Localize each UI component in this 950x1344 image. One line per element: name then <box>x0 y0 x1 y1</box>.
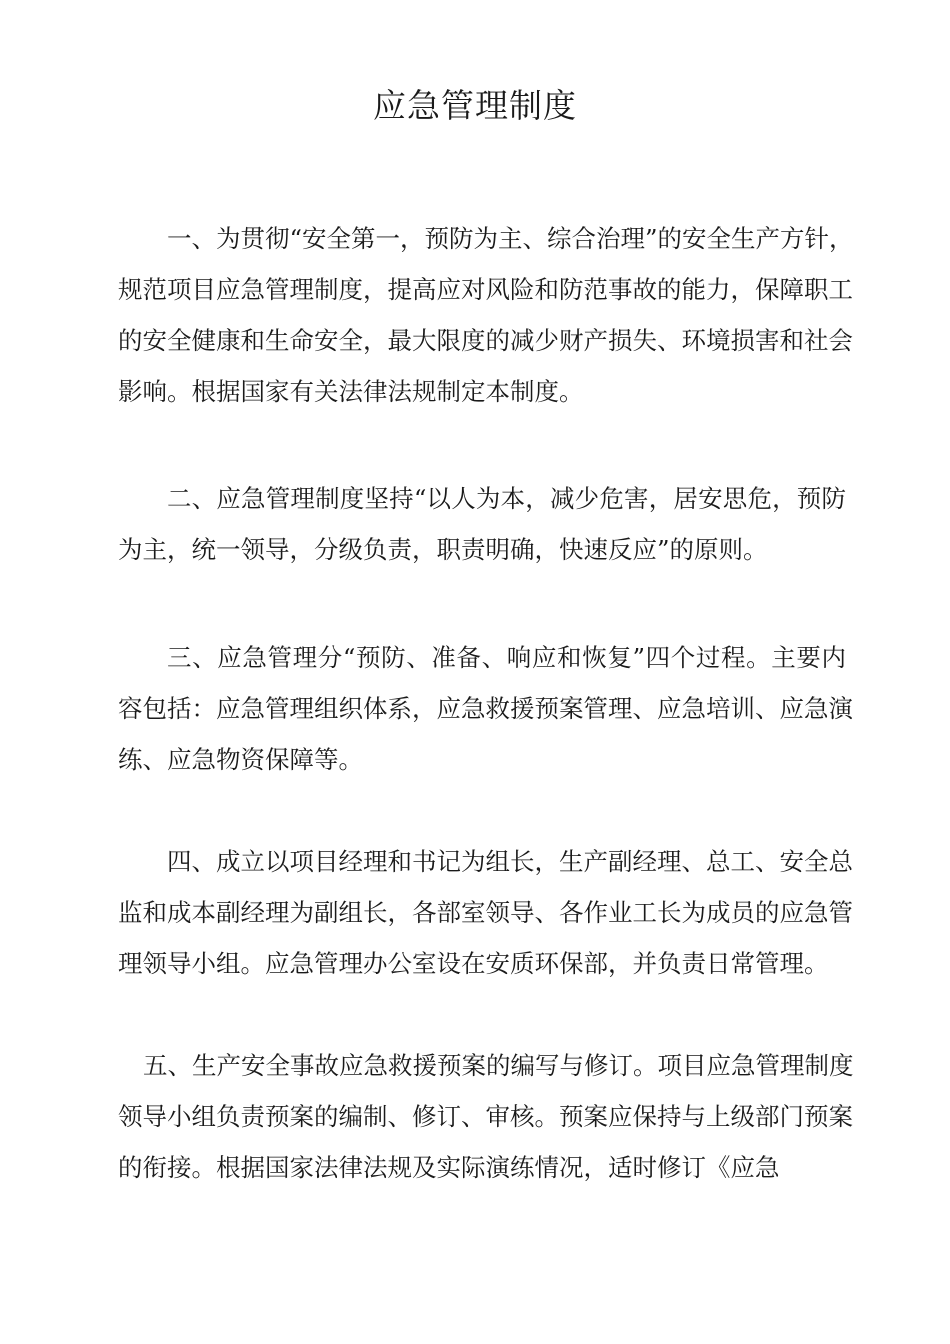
paragraph-line: 二、应急管理制度坚持“以人为本，减少危害，居安思危，预防 <box>167 484 846 513</box>
paragraph-line: 领导小组负责预案的编制、修订、审核。预案应保持与上级部门预案 <box>118 1102 853 1131</box>
paragraph-line: 规范项目应急管理制度，提高应对风险和防范事故的能力，保障职工 <box>118 275 853 304</box>
paragraph-line: 四、成立以项目经理和书记为组长，生产副经理、总工、安全总 <box>167 847 853 876</box>
paragraph-line: 三、应急管理分“预防、准备、响应和恢复”四个过程。主要内 <box>167 643 846 672</box>
paragraph-line: 容包括：应急管理组织体系，应急救援预案管理、应急培训、应急演 <box>118 694 853 723</box>
paragraph-5 <box>118 1040 854 1193</box>
paragraph-3 <box>118 632 853 785</box>
paragraph-line: 的安全健康和生命安全，最大限度的减少财产损失、环境损害和社会 <box>118 326 853 355</box>
paragraph-line: 的衔接。根据国家法律法规及实际演练情况，适时修订《应急 <box>118 1153 780 1182</box>
paragraph-2 <box>118 473 846 575</box>
paragraph-line: 理领导小组。应急管理办公室设在安质环保部，并负责日常管理。 <box>118 949 829 978</box>
paragraph-line: 一、为贯彻“安全第一，预防为主、综合治理”的安全生产方针， <box>167 224 854 253</box>
paragraph-line: 五、生产安全事故应急救援预案的编写与修订。项目应急管理制度 <box>143 1051 854 1080</box>
paragraph-line: 影响。根据国家有关法律法规制定本制度。 <box>118 377 584 406</box>
paragraph-line: 监和成本副经理为副组长，各部室领导、各作业工长为成员的应急管 <box>118 898 853 927</box>
paragraph-4 <box>118 836 853 989</box>
paragraph-line: 练、应急物资保障等。 <box>118 745 363 774</box>
paragraph-line: 为主，统一领导，分级负责，职责明确，快速反应”的原则。 <box>118 535 768 564</box>
paragraph-1 <box>118 213 854 417</box>
document-title: 应急管理制度 <box>373 86 577 125</box>
